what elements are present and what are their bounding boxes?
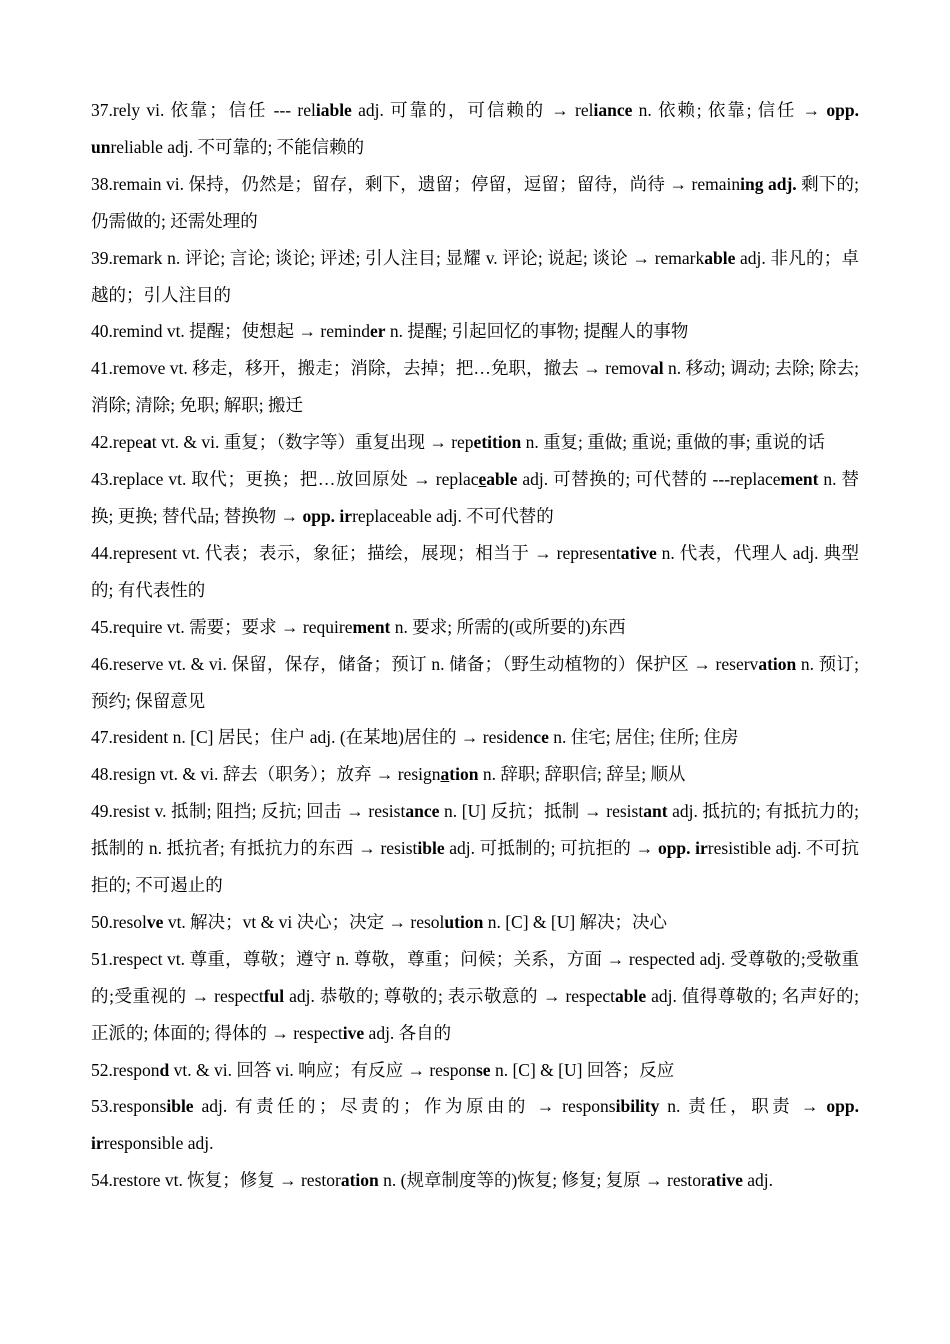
- vocabulary-list: [91, 92, 859, 1199]
- text-segment: n. (规章制度等的)恢复; 修复; 复原 → restor: [378, 1170, 707, 1191]
- bold-segment: ible: [166, 1096, 194, 1117]
- vocab-entry: [91, 941, 859, 1052]
- bold-segment: er: [370, 321, 386, 342]
- bold-segment: ation: [340, 1170, 379, 1191]
- text-segment: adj.: [742, 1170, 773, 1191]
- text-segment: n. 辞职; 辞职信; 辞呈; 顺从: [478, 764, 686, 785]
- text-segment: n. [U] 反抗；抵制 → resist: [439, 801, 644, 822]
- vocab-entry: [91, 166, 859, 240]
- text-segment: vt. 解决；vt & vi 决心；决定 → resol: [163, 911, 445, 932]
- vocab-entry: [91, 904, 859, 941]
- text-segment: adj. 可替换的; 可代替的 ---replace: [517, 469, 781, 490]
- text-segment: adj. 抵抗的; 有抵抗力的; 抵制的 n. 抵抗者; 有抵抗力的东西 → resist: [91, 801, 859, 859]
- text-segment: n. [C] & [U] 回答；反应: [490, 1059, 675, 1080]
- text-segment: adj. 恭敬的; 尊敬的; 表示敬意的 → respect: [284, 985, 615, 1006]
- vocab-entry: [91, 92, 859, 166]
- vocab-entry: [91, 793, 859, 904]
- vocab-entry: [91, 756, 859, 793]
- bold-segment: al: [649, 358, 664, 379]
- vocab-entry: [91, 313, 859, 350]
- bold-segment: e: [478, 469, 487, 490]
- bold-segment: se: [476, 1059, 491, 1080]
- bold-segment: iable: [315, 100, 352, 120]
- text-segment: adj. 可靠的，可信赖的 → rel: [351, 100, 594, 120]
- bold-segment: ible: [417, 838, 445, 859]
- vocab-entry: [91, 535, 859, 609]
- text-segment: vt. & vi. 回答 vi. 响应；有反应 → respon: [169, 1059, 476, 1080]
- bold-segment: ful: [263, 985, 285, 1006]
- text-segment: 43.replace vt. 取代；更换；把…放回原处 → replac: [91, 469, 479, 490]
- text-segment: 40.remind vt. 提醒；使想起 → remind: [91, 321, 370, 342]
- text-segment: reliable adj. 不可靠的; 不能信赖的: [110, 136, 365, 157]
- vocab-entry: [91, 646, 859, 720]
- text-segment: responsible adj.: [103, 1133, 214, 1154]
- bold-segment: ment: [780, 469, 819, 490]
- text-segment: adj. 可抵制的; 可抗拒的 →: [444, 838, 658, 859]
- bold-segment: etition: [473, 432, 522, 453]
- text-segment: n. 住宅; 居住; 住所; 住房: [548, 727, 739, 748]
- bold-segment: opp. ir: [302, 505, 353, 526]
- text-segment: 47.resident n. [C] 居民；住户 adj. (在某地)居住的 → residen: [91, 727, 534, 748]
- bold-segment: ution: [444, 911, 484, 932]
- bold-segment: ative: [620, 542, 657, 563]
- text-segment: t vt. & vi. 重复；（数字等）重复出现 → rep: [151, 432, 474, 453]
- text-segment: 41.remove vt. 移走，移开，搬走；消除，去掉；把…免职，撤去 → remov: [91, 358, 650, 379]
- bold-segment: a: [440, 764, 450, 785]
- text-segment: 49.resist v. 抵制; 阻挡; 反抗; 回击 → resist: [91, 801, 406, 822]
- text-segment: 53.respons: [91, 1096, 167, 1117]
- bold-segment: a: [143, 432, 152, 453]
- text-segment: 42.repe: [91, 432, 143, 453]
- text-segment: 50.resol: [91, 911, 147, 932]
- bold-segment: ance: [405, 801, 440, 822]
- vocab-entry: [91, 1088, 859, 1162]
- text-segment: 39.remark n. 评论; 言论; 谈论; 评述; 引人注目; 显耀 v. 评论; 说起; 谈论 → remark: [91, 247, 705, 268]
- bold-segment: ment: [352, 616, 391, 637]
- bold-segment: ibility: [615, 1096, 660, 1117]
- vocab-entry: [91, 461, 859, 535]
- text-segment: 45.require vt. 需要；要求 → require: [91, 616, 353, 637]
- bold-segment: iance: [593, 100, 633, 120]
- vocab-entry: [91, 1052, 859, 1089]
- bold-segment: opp. ir: [657, 838, 708, 859]
- text-segment: adj. 非凡的；卓越的；引人注目的: [91, 247, 859, 305]
- vocab-entry: [91, 609, 859, 646]
- text-segment: adj. 各自的: [364, 1022, 452, 1043]
- text-segment: 剩下的; 仍需做的; 还需处理的: [91, 173, 859, 231]
- bold-segment: ative: [706, 1170, 743, 1191]
- bold-segment: ing adj.: [740, 173, 797, 194]
- text-segment: 52.respon: [91, 1059, 160, 1080]
- text-segment: 51.respect vt. 尊重，尊敬；遵守 n. 尊敬，尊重；问候；关系，方面 → respected adj. 受尊敬的;受敬重的;受重视的 → respect: [91, 948, 859, 1006]
- bold-segment: ve: [146, 911, 164, 932]
- text-segment: n. [C] & [U] 解决；决心: [483, 911, 668, 932]
- bold-segment: d: [159, 1059, 170, 1080]
- vocab-entry: [91, 719, 859, 756]
- text-segment: n. 责任，职责 →: [659, 1096, 827, 1117]
- text-segment: n. 依赖; 依靠; 信任 →: [632, 100, 827, 120]
- text-segment: n. 重复; 重做; 重说; 重做的事; 重说的话: [521, 432, 826, 453]
- bold-segment: ant: [643, 801, 668, 822]
- text-segment: 38.remain vi. 保持，仍然是；留存，剩下，遗留；停留，逗留；留待，尚待 → remain: [91, 173, 741, 194]
- text-segment: replaceable adj. 不可代替的: [352, 505, 554, 526]
- text-segment: n. 代表，代理人 adj. 典型的; 有代表性的: [91, 542, 859, 600]
- vocab-entry: [91, 424, 859, 461]
- text-segment: n. 提醒; 引起回忆的事物; 提醒人的事物: [385, 321, 689, 342]
- text-segment: 54.restore vt. 恢复；修复 → restor: [91, 1170, 341, 1191]
- vocab-entry: [91, 240, 859, 314]
- bold-segment: ce: [533, 727, 549, 748]
- text-segment: n. 移动; 调动; 去除; 除去; 消除; 清除; 免职; 解职; 搬迁: [91, 358, 859, 416]
- text-segment: resistible adj. 不可抗拒的; 不可遏止的: [91, 838, 859, 896]
- bold-segment: able: [486, 469, 518, 490]
- text-segment: 44.represent vt. 代表；表示，象征；描绘，展现；相当于 → represent: [91, 542, 621, 563]
- vocab-entry: [91, 350, 859, 424]
- bold-segment: able: [615, 985, 647, 1006]
- text-segment: adj. 有责任的；尽责的；作为原由的 → respons: [193, 1096, 616, 1117]
- bold-segment: ive: [342, 1022, 365, 1043]
- text-segment: 37.rely vi. 依靠；信任 --- rel: [91, 100, 316, 120]
- bold-segment: opp. ir: [91, 1096, 859, 1154]
- text-segment: 46.reserve vt. & vi. 保留，保存，储备；预订 n. 储备；（野生动植物的）保护区 → reserv: [91, 653, 759, 674]
- bold-segment: opp. un: [91, 100, 859, 157]
- vocab-entry: [91, 1162, 859, 1199]
- bold-segment: ation: [758, 653, 797, 674]
- bold-segment: tion: [449, 764, 479, 785]
- text-segment: adj. 值得尊敬的; 名声好的; 正派的; 体面的; 得体的 → respect: [91, 985, 859, 1043]
- text-segment: 48.resign vt. & vi. 辞去（职务）；放弃 → resign: [91, 764, 441, 785]
- text-segment: n. 替换; 更换; 替代品; 替换物 →: [91, 469, 859, 526]
- text-segment: n. 要求; 所需的(或所要的)东西: [390, 616, 626, 637]
- bold-segment: able: [704, 247, 736, 268]
- text-segment: n. 预订; 预约; 保留意见: [91, 653, 859, 711]
